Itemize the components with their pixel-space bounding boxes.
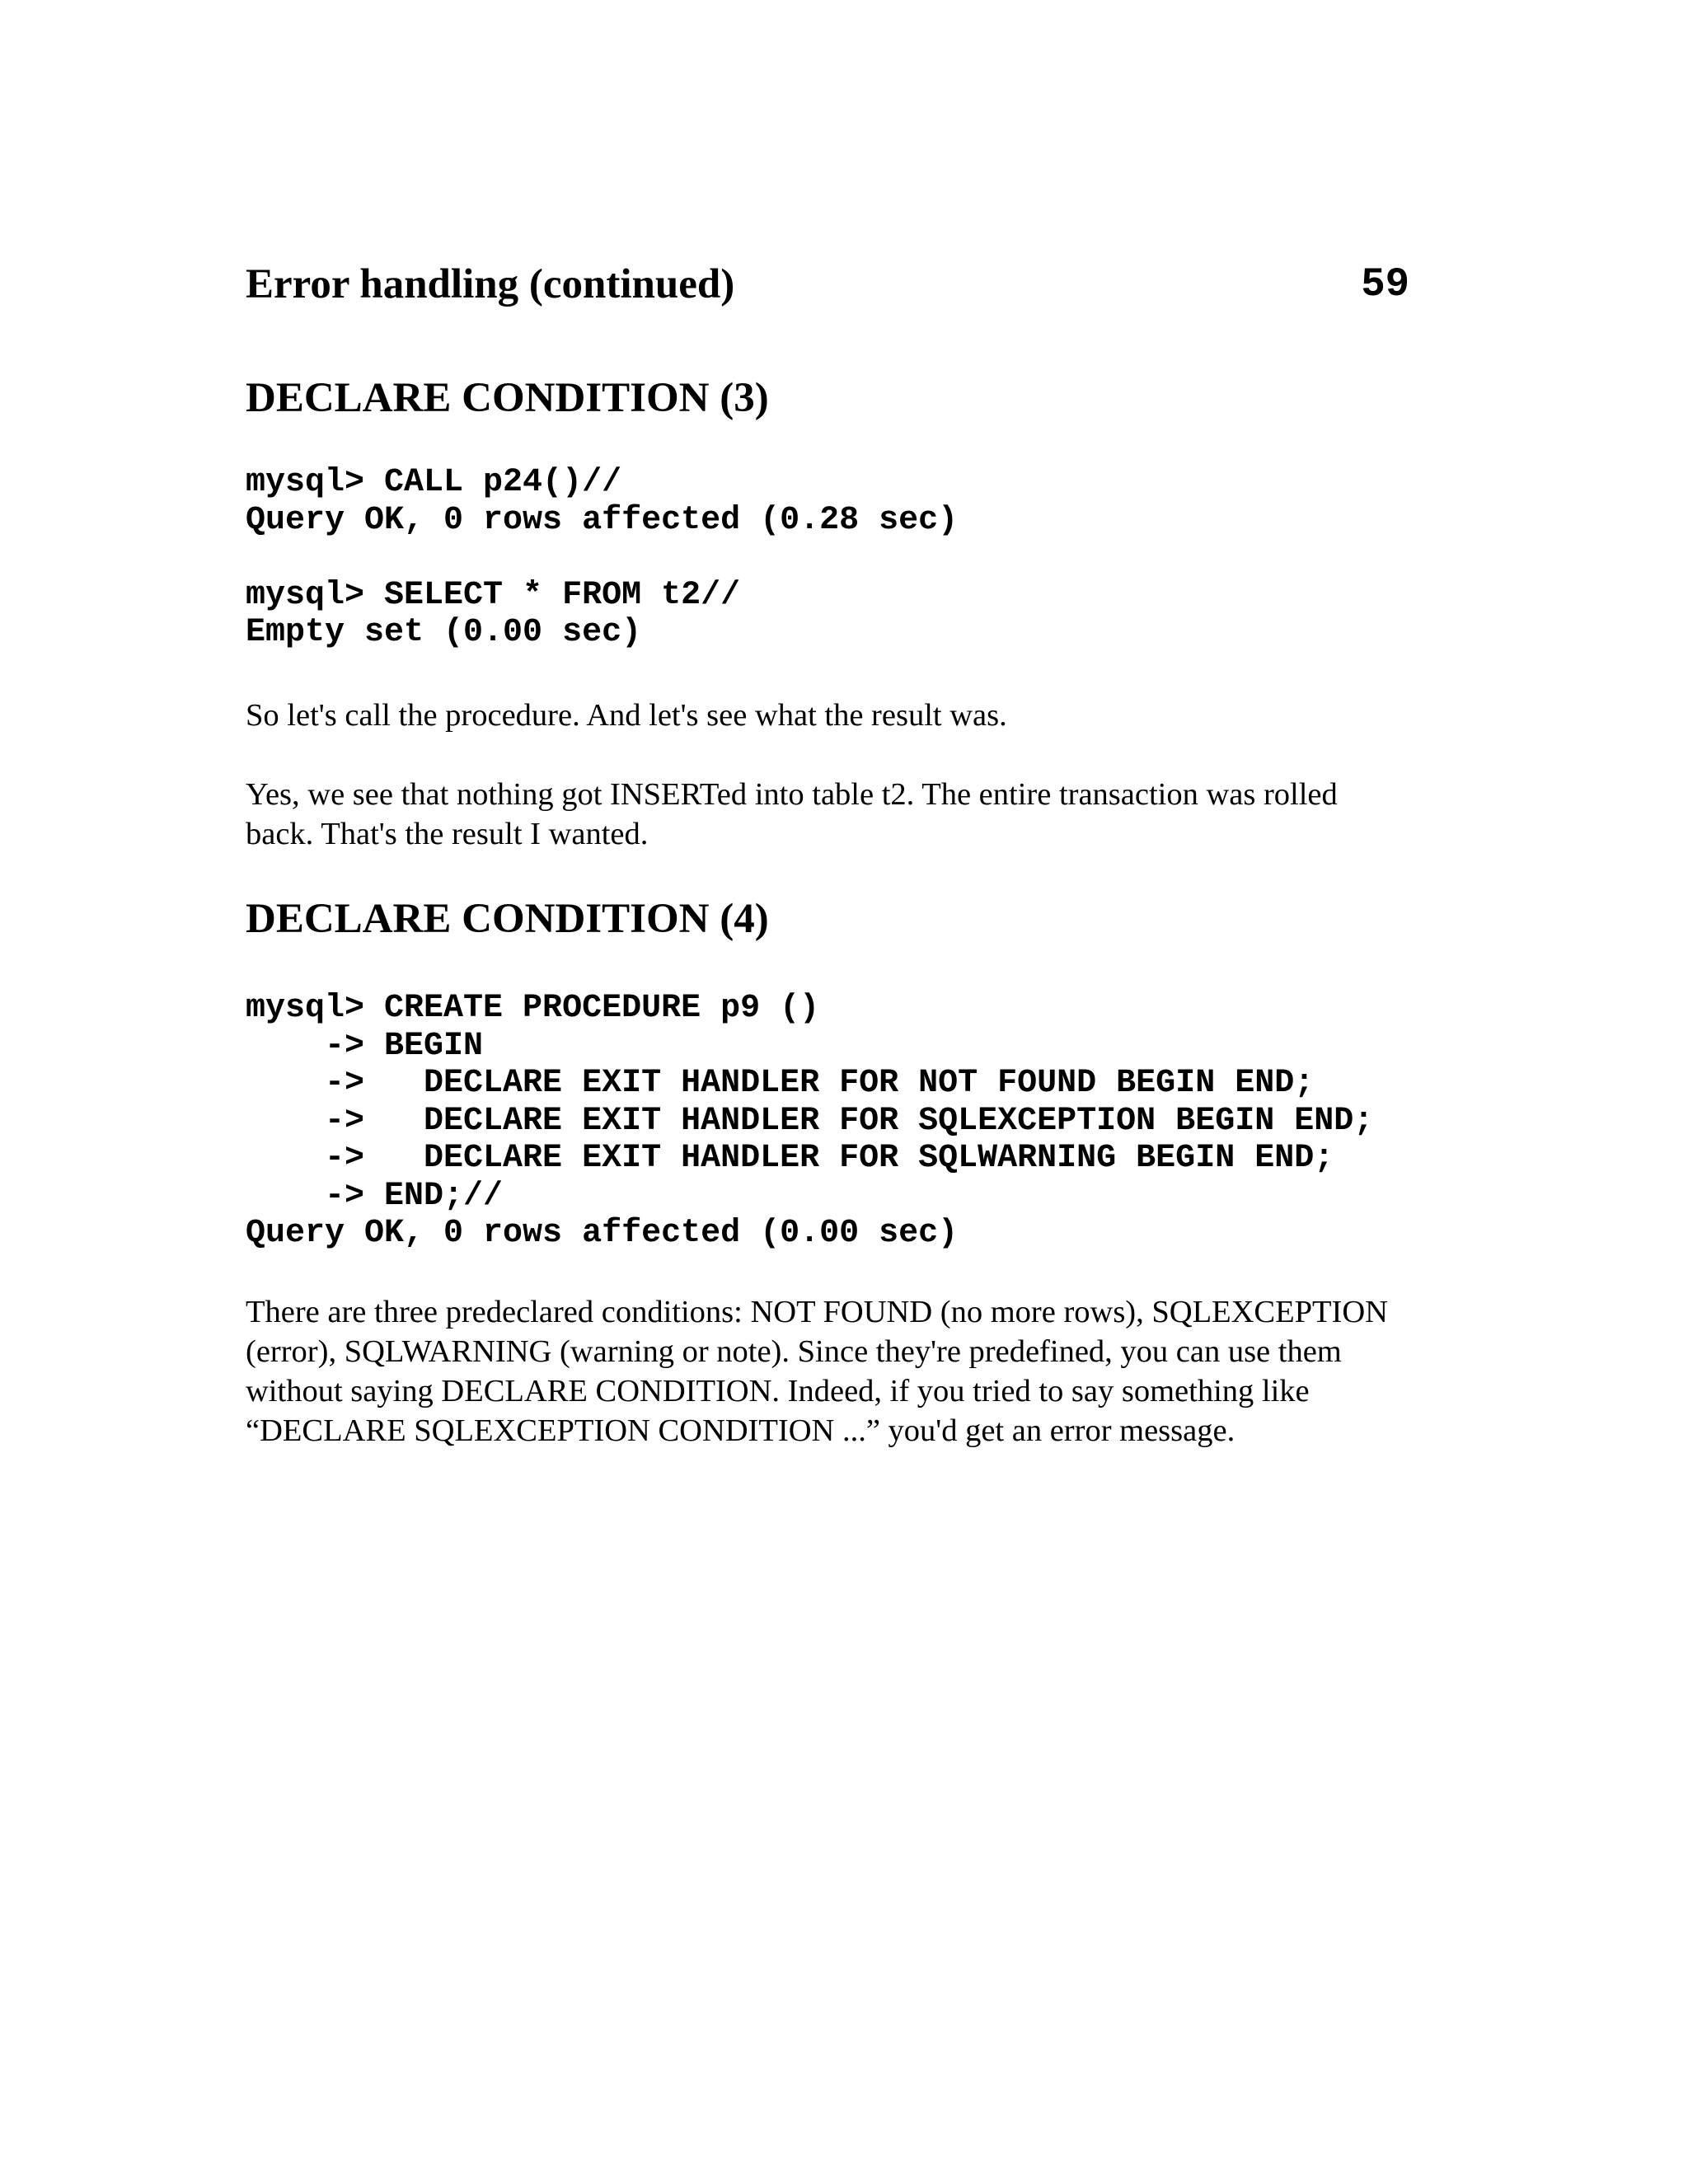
code-line: Empty set (0.00 sec) [246, 614, 642, 651]
paragraph-line: (error), SQLWARNING (warning or note). Since they're predefined, you can use them [246, 1334, 1342, 1369]
paragraph-call-procedure [246, 696, 1432, 735]
running-header [246, 255, 1409, 313]
paragraph-line: There are three predeclared conditions: NOT FOUND (no more rows), SQLEXCEPTION [246, 1295, 1388, 1329]
code-block-create-p9 [246, 990, 1373, 1253]
paragraph-line: back. That's the result I wanted. [246, 817, 649, 851]
code-line: -> END;// [246, 1177, 504, 1215]
section-heading-condition-3: DECLARE CONDITION (3) [246, 375, 769, 421]
page-number: 59 [1361, 261, 1409, 307]
running-title: Error handling (continued) [246, 261, 735, 307]
code-line: -> DECLARE EXIT HANDLER FOR SQLWARNING BEGIN END; [246, 1140, 1334, 1177]
code-line: mysql> CREATE PROCEDURE p9 () [246, 990, 820, 1027]
code-block-call-p24 [246, 464, 958, 652]
paragraph-line: “DECLARE SQLEXCEPTION CONDITION ...” you'd get an error message. [246, 1413, 1236, 1448]
code-line: -> DECLARE EXIT HANDLER FOR NOT FOUND BEGIN END; [246, 1065, 1315, 1102]
code-line: -> BEGIN [246, 1027, 484, 1065]
code-line: mysql> CALL p24()// [246, 464, 622, 501]
paragraph-line: without saying DECLARE CONDITION. Indeed, if you tried to say something like [246, 1374, 1310, 1408]
paragraph-line: So let's call the procedure. And let's see what the result was. [246, 698, 1007, 733]
code-line: -> DECLARE EXIT HANDLER FOR SQLEXCEPTION BEGIN END; [246, 1102, 1374, 1140]
code-line: Query OK, 0 rows affected (0.28 sec) [246, 501, 959, 539]
paragraph-rolled-back [246, 775, 1432, 854]
paragraph-predeclared-conditions [246, 1292, 1432, 1451]
section-heading-condition-4: DECLARE CONDITION (4) [246, 896, 769, 942]
code-line: mysql> SELECT * FROM t2// [246, 576, 741, 614]
code-line: Query OK, 0 rows affected (0.00 sec) [246, 1215, 959, 1252]
code-spacer [246, 539, 958, 577]
paragraph-line: Yes, we see that nothing got INSERTed into table t2. The entire transaction was rolled [246, 777, 1338, 812]
